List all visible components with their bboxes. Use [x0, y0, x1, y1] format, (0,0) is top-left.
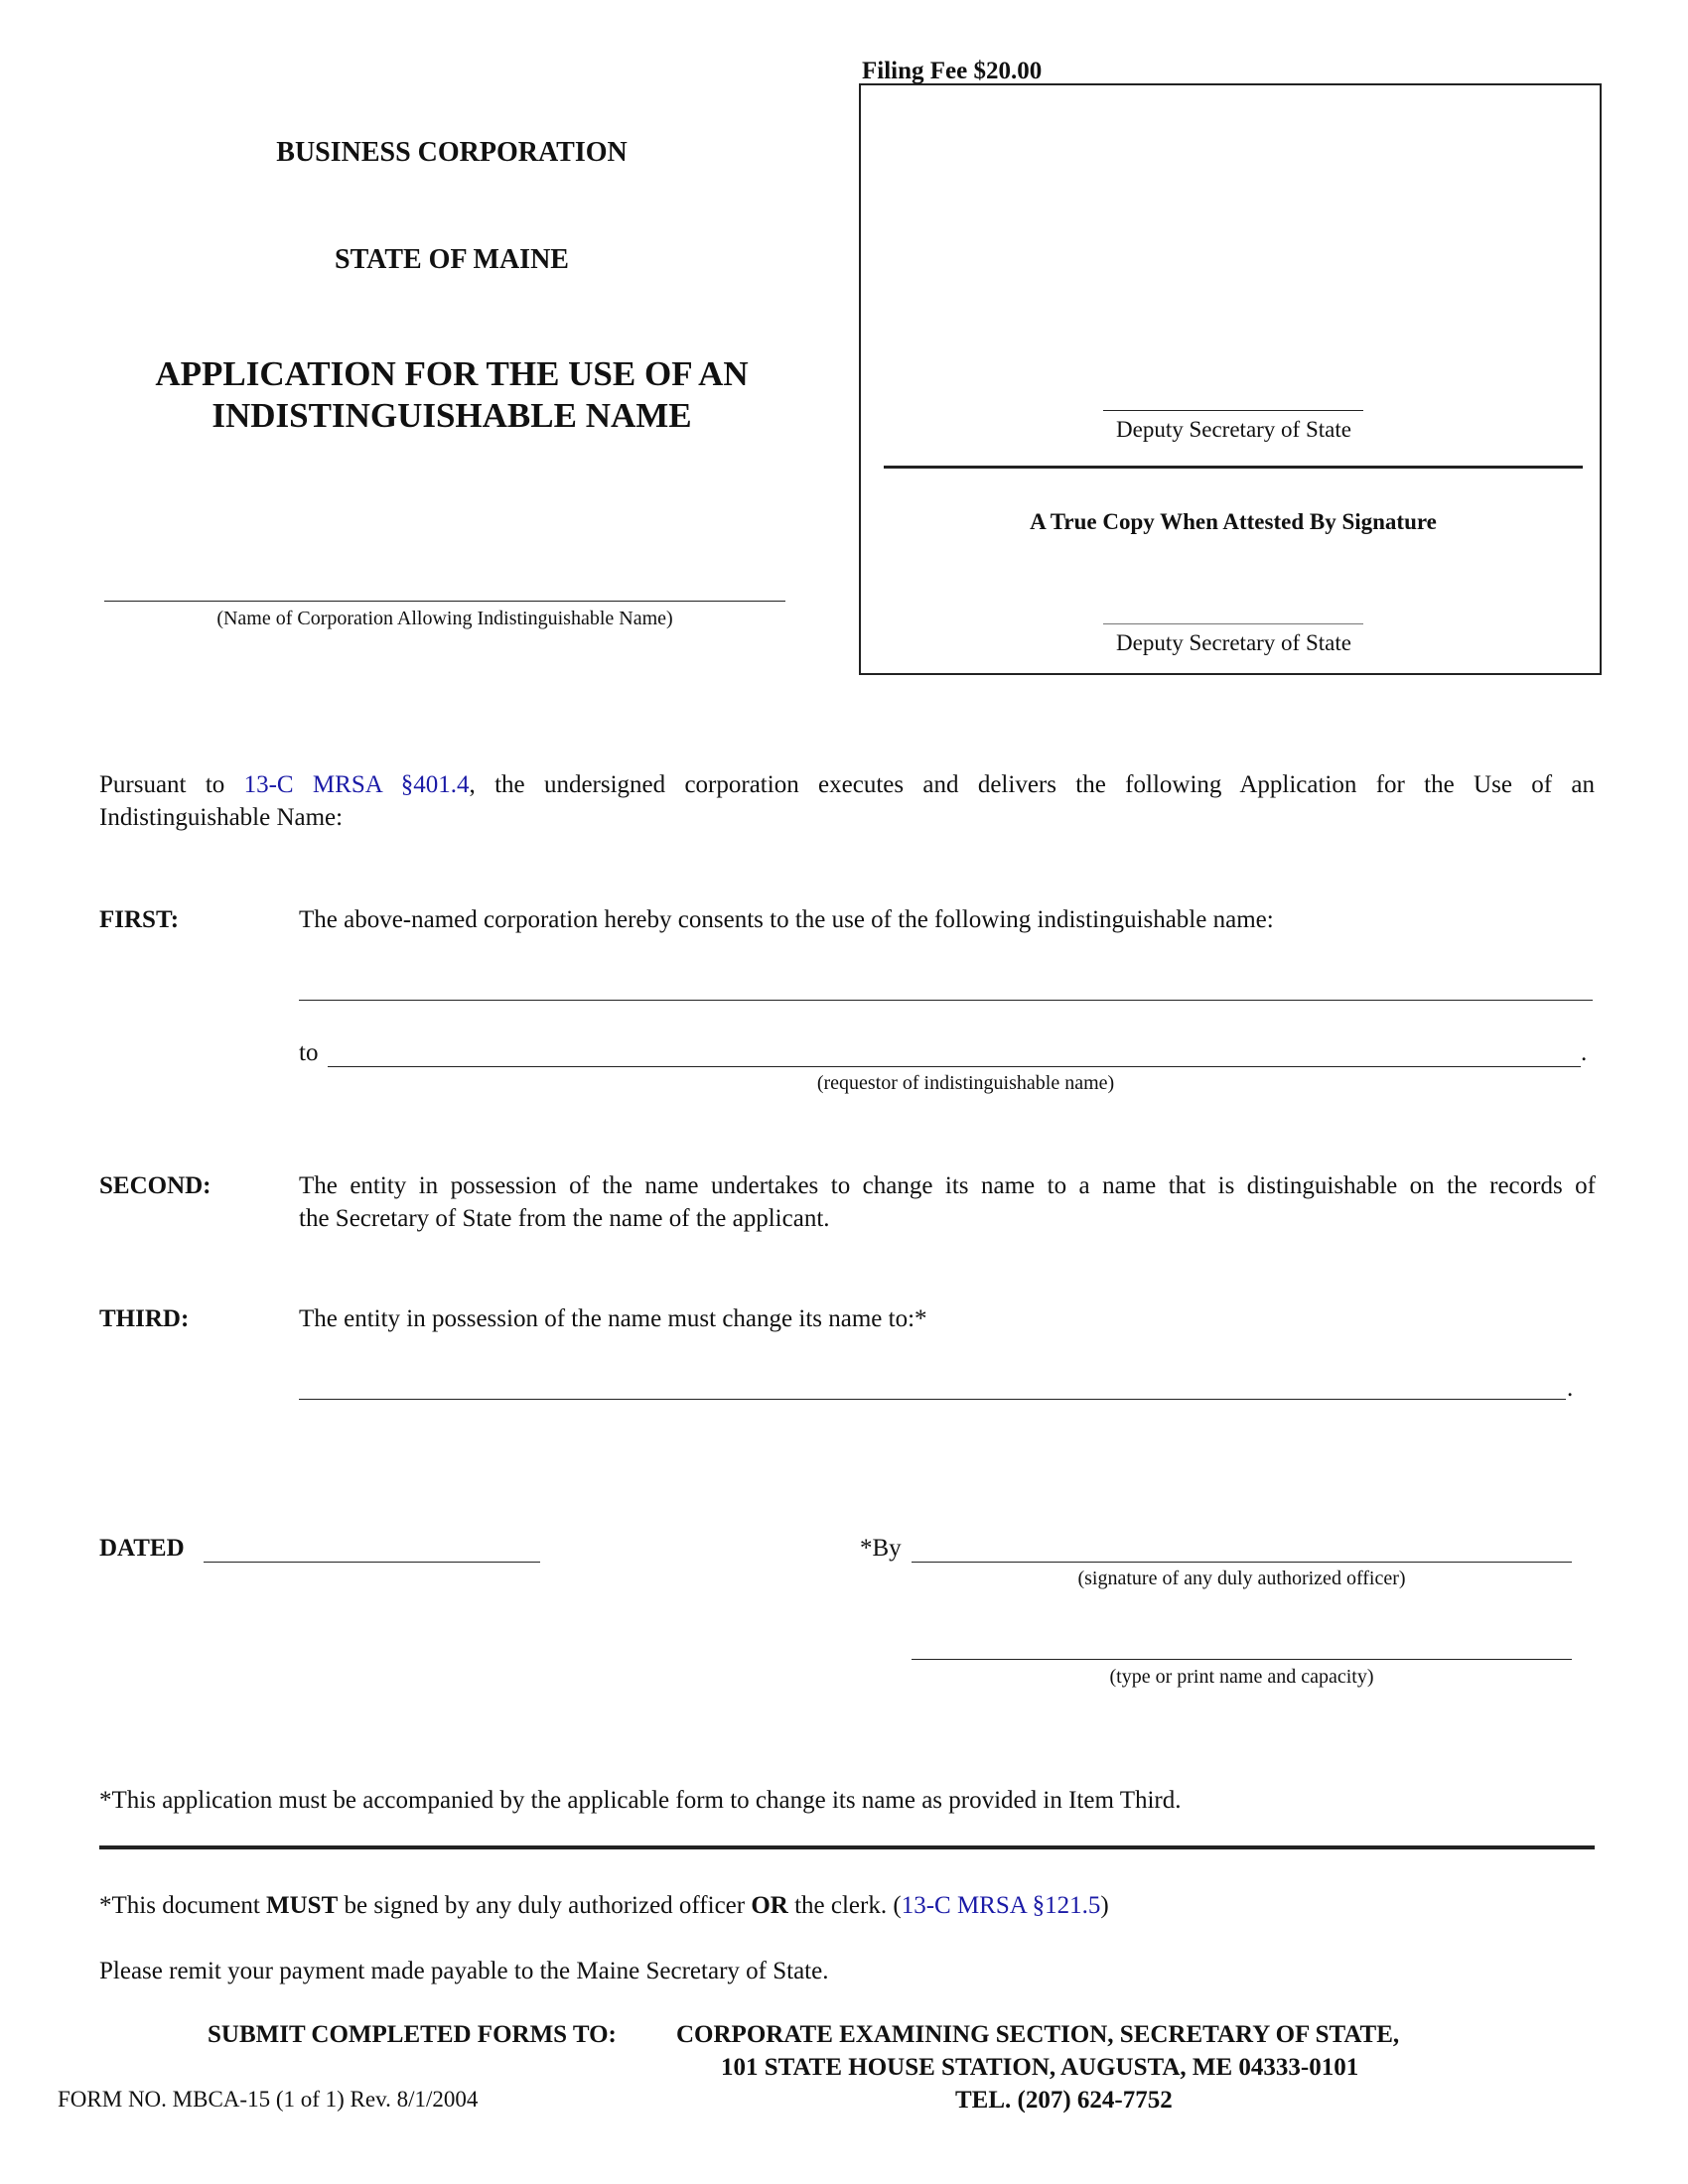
footer-divider	[99, 1845, 1595, 1849]
third-label: THIRD:	[99, 1305, 190, 1332]
signature-caption: (signature of any duly authorized officer)	[1077, 1568, 1406, 1589]
third-text: The entity in possession of the name must change its name to:*	[299, 1305, 927, 1332]
corp-name-caption: (Name of Corporation Allowing Indistinguishable Name)	[216, 608, 673, 629]
payment-notice: Please remit your payment made payable to the Maine Secretary of State.	[99, 1958, 829, 1984]
deputy-signature-line-2[interactable]	[1103, 623, 1363, 624]
print-name-caption: (type or print name and capacity)	[1109, 1666, 1374, 1688]
header-corporation-type: BUSINESS CORPORATION	[276, 137, 628, 168]
second-line-2: the Secretary of State from the name of the applicant.	[299, 1205, 830, 1232]
filing-fee-box	[859, 83, 1602, 675]
fee-box-divider	[884, 466, 1583, 469]
first-to-label: to	[299, 1039, 319, 1066]
form-number: FORM NO. MBCA-15 (1 of 1) Rev. 8/1/2004	[58, 2087, 479, 2112]
requestor-caption: (requestor of indistinguishable name)	[816, 1072, 1115, 1094]
first-text: The above-named corporation hereby consents to the use of the following indistinguishable name:	[299, 906, 1274, 933]
second-label: SECOND:	[99, 1172, 211, 1199]
deputy-label-2: Deputy Secretary of State	[1116, 630, 1351, 655]
true-copy-label: A True Copy When Attested By Signature	[1030, 509, 1437, 534]
intro-rest: , the undersigned corporation executes and delivers the following Application for the Use of an	[469, 771, 1595, 798]
officer-signature-field[interactable]	[912, 1562, 1572, 1563]
intro-line-1	[99, 768, 1595, 801]
form-title	[79, 353, 824, 437]
first-period: .	[1581, 1039, 1588, 1066]
submit-telephone: TEL. (207) 624-7752	[955, 2087, 1173, 2114]
statute-link-401[interactable]: 13-C MRSA §401.4	[243, 771, 470, 798]
form-title-line-2: INDISTINGUISHABLE NAME	[211, 396, 692, 435]
must-emphasis: MUST	[266, 1892, 339, 1919]
print-name-field[interactable]	[912, 1659, 1572, 1660]
first-label: FIRST:	[99, 906, 180, 933]
corp-name-field[interactable]	[104, 601, 785, 602]
submit-label: SUBMIT COMPLETED FORMS TO:	[208, 2021, 617, 2048]
new-name-field[interactable]	[299, 1399, 1566, 1400]
footnote: *This application must be accompanied by the applicable form to change its name as provided in Item Third.	[99, 1787, 1182, 1814]
filing-fee-label: Filing Fee $20.00	[862, 58, 1043, 84]
signing-notice: *This document MUST be signed by any duly authorized officer OR the clerk. (13-C MRSA §121.5)	[99, 1892, 1109, 1919]
third-period: .	[1567, 1375, 1574, 1402]
form-title-line-1: APPLICATION FOR THE USE OF AN	[155, 354, 749, 393]
or-emphasis: OR	[751, 1892, 788, 1919]
second-line-1: The entity in possession of the name undertakes to change its name to a name that is distinguishable on the records of	[299, 1172, 1596, 1199]
by-label: *By	[860, 1535, 902, 1562]
intro-prefix: Pursuant to	[99, 771, 225, 798]
dated-label: DATED	[99, 1535, 185, 1562]
intro-line-2: Indistinguishable Name:	[99, 804, 344, 831]
submit-address-line-1: CORPORATE EXAMINING SECTION, SECRETARY OF STATE,	[676, 2021, 1400, 2048]
deputy-label-1: Deputy Secretary of State	[1116, 417, 1351, 442]
header-state: STATE OF MAINE	[335, 244, 569, 275]
dated-field[interactable]	[204, 1562, 540, 1563]
indistinguishable-name-field[interactable]	[299, 1000, 1593, 1001]
requestor-field[interactable]	[328, 1066, 1581, 1067]
deputy-signature-line-1[interactable]	[1103, 410, 1363, 411]
submit-address-line-2: 101 STATE HOUSE STATION, AUGUSTA, ME 04333-0101	[721, 2054, 1359, 2081]
statute-link-121[interactable]: 13-C MRSA §121.5	[901, 1892, 1101, 1919]
